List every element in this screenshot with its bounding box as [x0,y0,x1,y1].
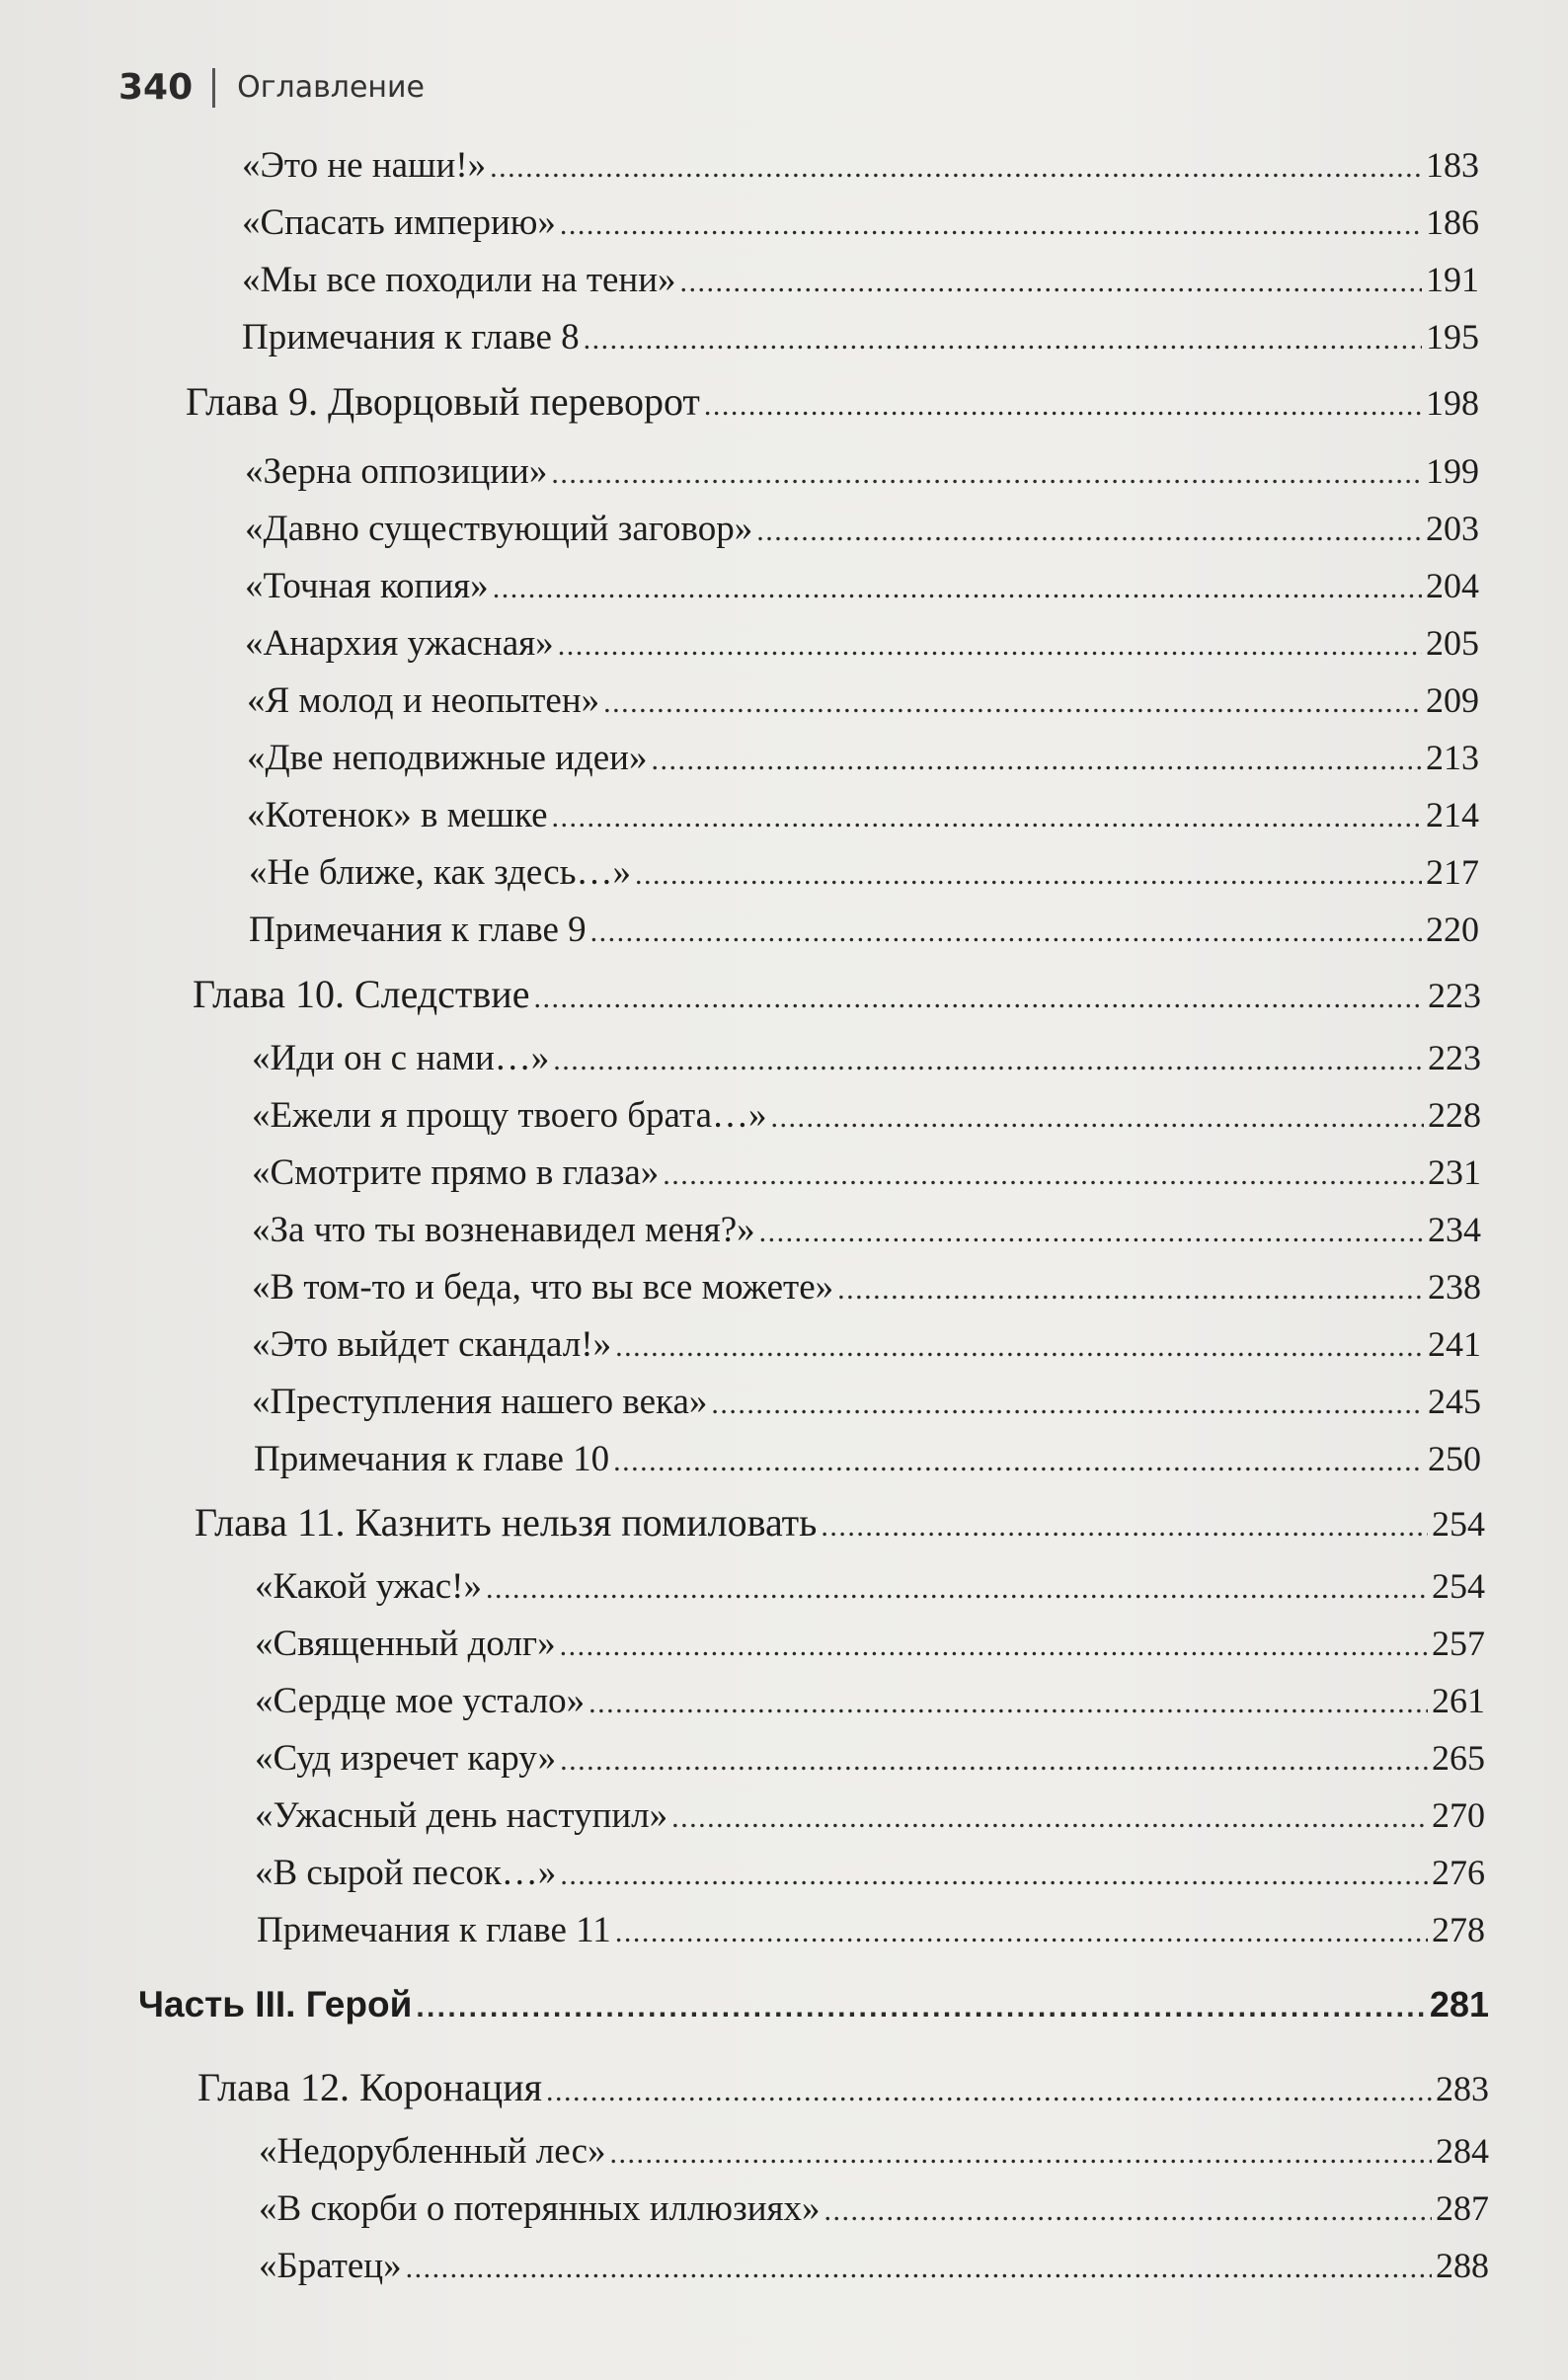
toc-entry: «Какой ужас!» . . . 254 [255,1564,1485,1611]
toc-entry: «Не ближе, как здесь…» . . . 217 [249,850,1479,897]
toc-entry: Примечания к главе 11 . . . 278 [257,1908,1485,1954]
toc-entry: Примечания к главе 10 . . . 250 [254,1437,1481,1483]
toc-entry: «В скорби о потерянных иллюзиях» . . . 287 [259,2186,1489,2233]
toc-entry: «Суд изречет кару» . . . 265 [255,1736,1485,1783]
toc-entry: «Иди он с нами…» . . . 223 [252,1036,1481,1082]
toc-entry: Примечания к главе 8 . . . 195 [242,315,1479,361]
toc-entry: «Ужасный день наступил» . . . 270 [255,1793,1485,1840]
toc-entry: «Зерна оппозиции» . . . 199 [245,449,1479,496]
toc-chapter: Глава 11. Казнить нельзя помиловать . . . 254 [195,1501,1485,1548]
toc-chapter: Глава 9. Дворцовый переворот . . . 198 [186,380,1479,428]
toc-entry: «Это не наши!» . . . 183 [242,143,1479,190]
toc-entry: «Братец» . . . 288 [259,2244,1489,2290]
toc-entry: «Ежели я прощу твоего брата…» . . . 228 [252,1093,1481,1140]
toc-chapter: Глава 10. Следствие . . . 223 [193,973,1481,1020]
running-title: Оглавление [237,70,425,105]
toc-entry: «Недорубленный лес» . . . 284 [259,2129,1489,2176]
toc-entry: Примечания к главе 9 . . . 220 [249,908,1479,954]
toc-part: Часть III. Герой . . . 281 [138,1983,1489,2029]
toc-entry: «За что ты возненавидел меня?» . . . 234 [252,1208,1481,1254]
header-divider [212,68,215,108]
toc-entry: «В сырой песок…» . . . 276 [255,1851,1485,1897]
toc-entry: «Давно существующий заговор» . . . 203 [245,507,1479,553]
toc-entry: «Смотрите прямо в глаза» . . . 231 [252,1150,1481,1197]
toc-entry: «Преступления нашего века» . . . 245 [252,1380,1481,1426]
toc-entry: «Сердце мое устало» . . . 261 [255,1679,1485,1725]
page-number: 340 [118,67,194,108]
toc-entry: «Спасать империю» . . . 186 [242,200,1479,247]
toc-entry: «Священный долг» . . . 257 [255,1622,1485,1668]
toc-entry: «Я молод и неопытен» . . . 209 [247,678,1479,725]
toc-entry: «Мы все походили на тени» . . . 191 [242,258,1479,304]
page-header [118,67,425,108]
toc-entry: «В том-то и беда, что вы все можете» . . . 238 [252,1265,1481,1311]
toc-chapter: Глава 12. Коронация . . . 283 [197,2066,1489,2113]
toc-entry: «Точная копия» . . . 204 [245,564,1479,610]
toc-entry: «Анархия ужасная» . . . 205 [245,621,1479,668]
toc-entry: «Котенок» в мешке . . . 214 [247,793,1479,839]
toc-entry: «Это выйдет скандал!» . . . 241 [252,1322,1481,1369]
toc-entry: «Две неподвижные идеи» . . . 213 [247,736,1479,782]
